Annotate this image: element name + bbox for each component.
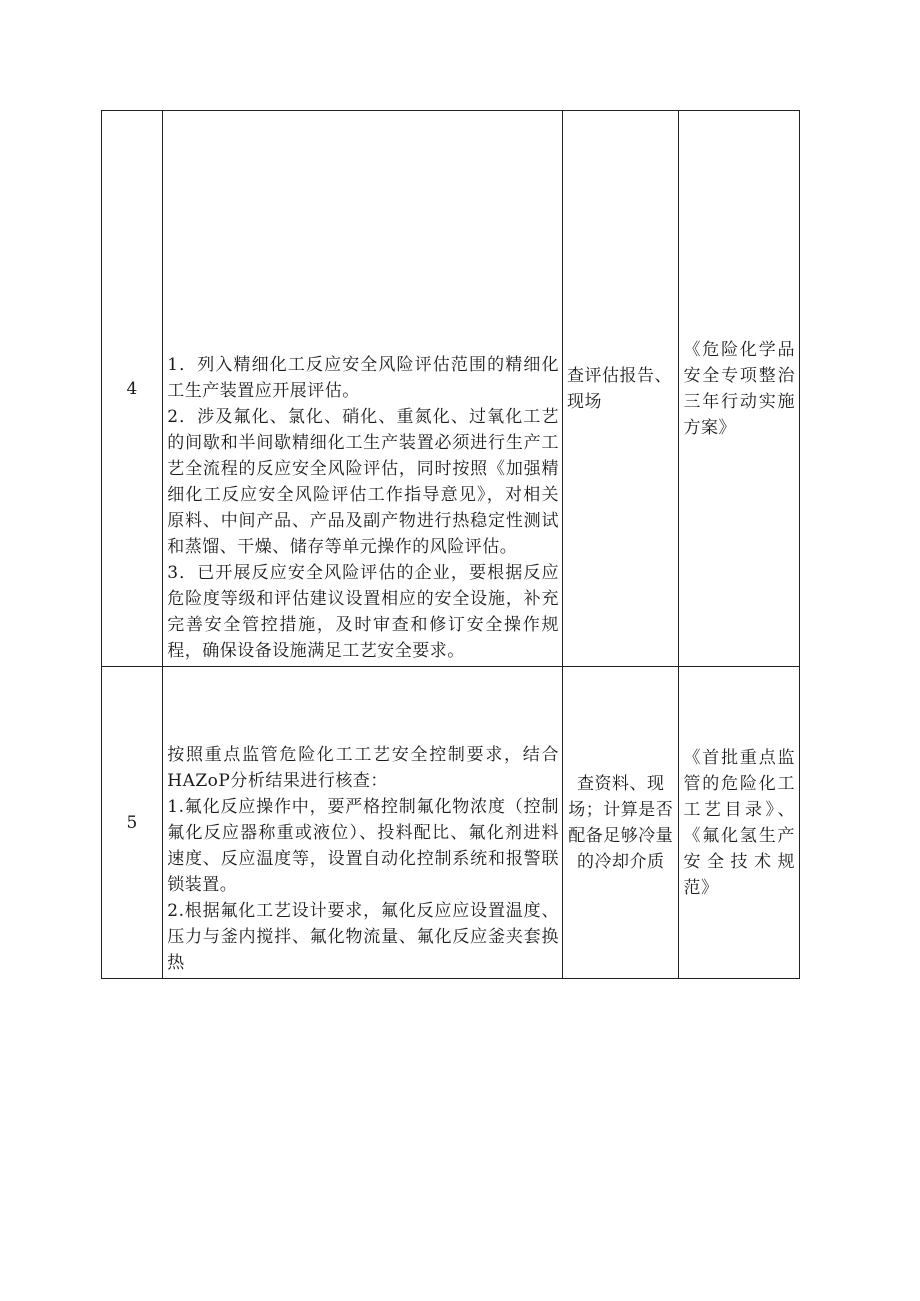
- inspection-method-cell: 查评估报告、现场: [562, 111, 679, 667]
- requirement-item: 2.根据氟化工艺设计要求，氟化反应应设置温度、压力与釜内搅拌、氟化物流量、氟化反应釜夹套换热: [167, 901, 559, 973]
- table-row: [102, 111, 800, 667]
- inspection-table: [101, 110, 800, 979]
- row-number: 5: [102, 667, 163, 979]
- requirement-item: 2．涉及氟化、氯化、硝化、重氮化、过氧化工艺的间歇和半间歇精细化工生产装置必须进行生产工艺全流程的反应安全风险评估，同时按照《加强精细化工反应安全风险评估工作指导意见》，对相关原料、中间产品、产品及副产物进行热稳定性测试和蒸馏、干燥、储存等单元操作的风险评估。: [167, 407, 559, 557]
- requirement-item: 按照重点监管危险化工工艺安全控制要求，结合HAZoP分析结果进行核查：: [167, 745, 559, 791]
- requirement-item: 1.氟化反应操作中，要严格控制氟化物浓度（控制氟化反应器称重或液位）、投料配比、氟化剂进料速度、反应温度等，设置自动化控制系统和报警联锁装置。: [167, 797, 559, 895]
- requirement-item: 3．已开展反应安全风险评估的企业，要根据反应危险度等级和评估建议设置相应的安全设施，补充完善安全管控措施，及时审查和修订安全操作规程，确保设备设施满足工艺安全要求。: [167, 563, 559, 661]
- requirement-cell: [163, 111, 563, 667]
- row-number: 4: [102, 111, 163, 667]
- inspection-method-cell: 查资料、现场；计算是否配备足够冷量的冷却介质: [562, 667, 679, 979]
- basis-cell: 《危险化学品安全专项整治三年行动实施方案》: [679, 111, 800, 667]
- requirement-item: 1．列入精细化工反应安全风险评估范围的精细化工生产装置应开展评估。: [167, 355, 559, 401]
- basis-cell: 《首批重点监管的危险化工工艺目录》、《氟化氢生产安全技术规范》: [679, 667, 800, 979]
- table-row: [102, 667, 800, 979]
- requirement-cell: [163, 667, 563, 979]
